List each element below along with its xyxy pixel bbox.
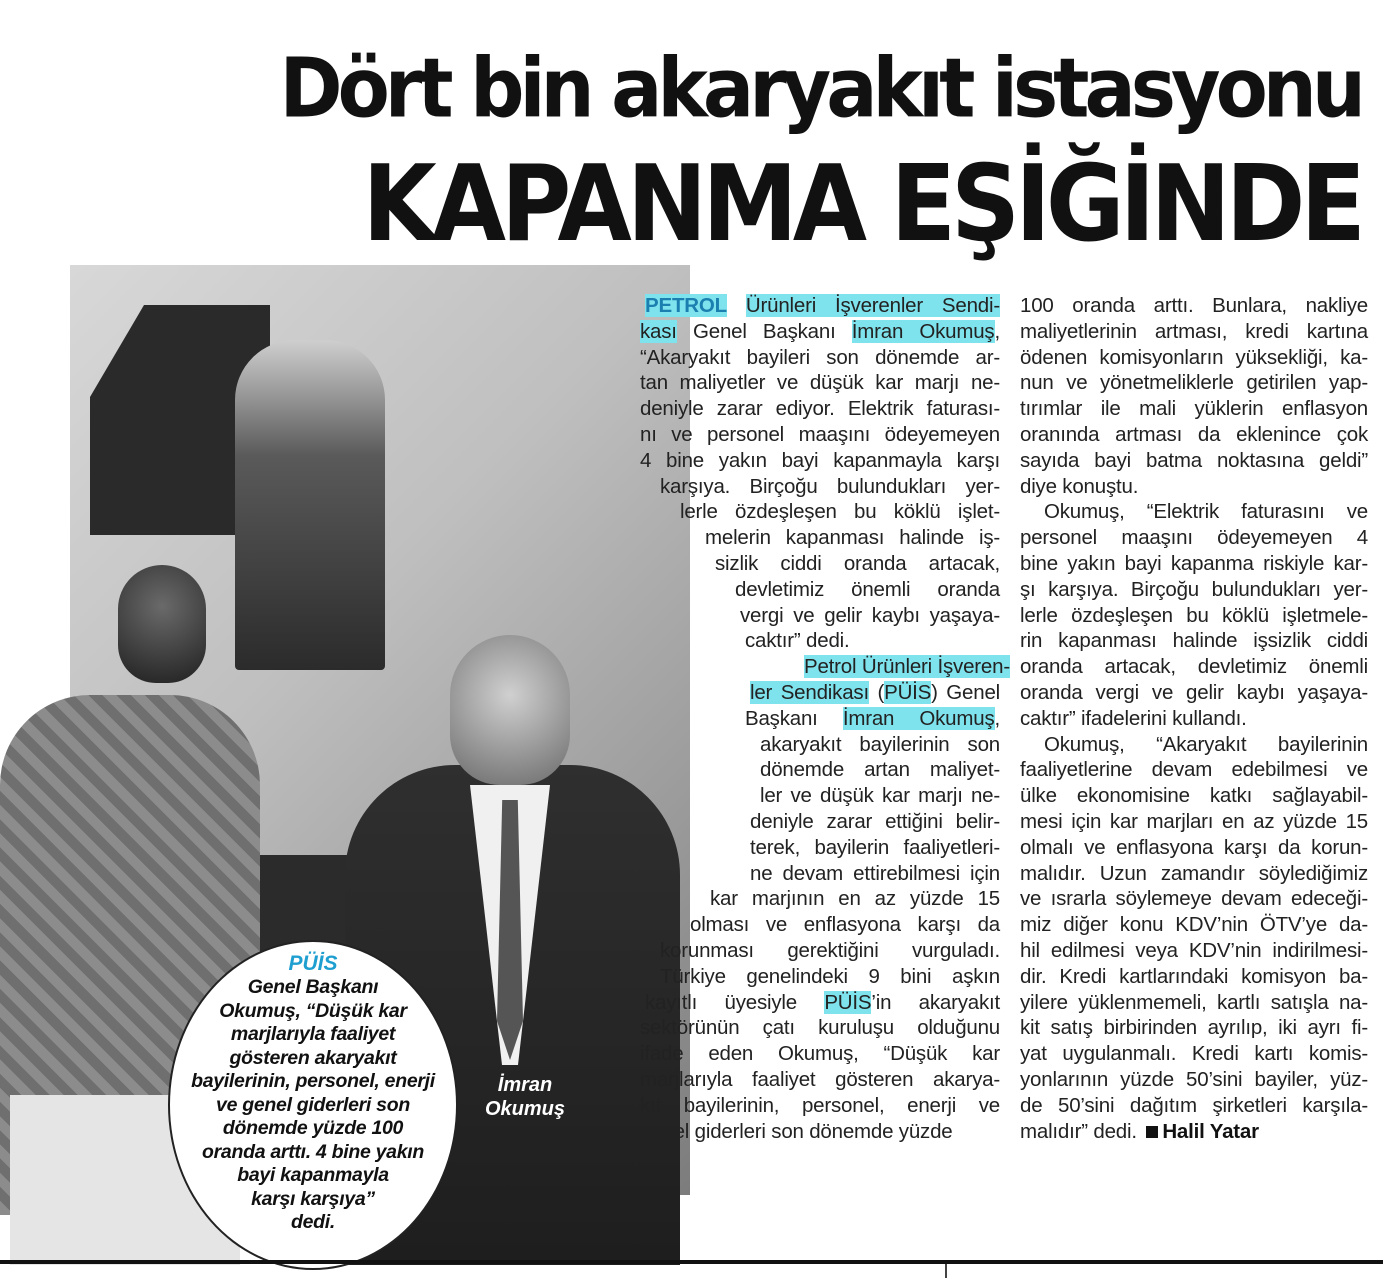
- article-line: oranında artması da eklenince çok: [1020, 422, 1368, 446]
- headline-line-2: KAPANMA EŞİĞİNDE: [362, 142, 1361, 266]
- quote-line: gösteren akaryakıt: [229, 1046, 397, 1069]
- article-line: kar marjının en az yüzde 15: [710, 887, 1000, 911]
- quote-line: bayilerinin, personel, enerji: [191, 1070, 435, 1092]
- article-line: olmalı ve enflasyona karşı da korun-: [1020, 835, 1368, 859]
- headline-line-1: Dört bin akaryakıt istasyonu: [279, 40, 1361, 137]
- article-line: dönemde artan maliyet-: [760, 758, 1000, 782]
- byline: [1142, 1120, 1259, 1143]
- person-left-head: [118, 565, 206, 683]
- pull-quote-label: PÜİS: [288, 952, 338, 975]
- article-line: Türkiye genelindeki 9 bini aşkın: [660, 964, 1000, 988]
- quote-line: dedi.: [290, 1211, 335, 1233]
- article-line: mesi için kar marjları en az yüzde 15: [1020, 809, 1368, 833]
- article-line: 100 oranda arttı. Bunlara, nakliye: [1020, 294, 1368, 317]
- article-line: kası Genel Başkanı İmran Okumuş,: [640, 319, 1000, 343]
- wall-portrait-image: [235, 340, 385, 670]
- article-line: kit satış birbirinden ayrılıp, iki ayrı fi-: [1020, 1016, 1368, 1040]
- article-line: malıdır” dedi. Halil Yatar: [1020, 1119, 1259, 1143]
- article-line: yat uygulanmalı. Kredi kartı komis-: [1020, 1042, 1368, 1066]
- article-line: bine yakın bayi kapanma riskiyle kar-: [1020, 551, 1368, 575]
- article-line: sektörünün çatı kuruluşu olduğunu: [640, 1016, 1000, 1040]
- article-line: akaryakıt bayilerinin son: [760, 732, 1000, 756]
- article-line: nı ve personel maaşını ödeyemeyen: [640, 422, 1000, 446]
- article-line: deniyle zarar ettiğini belir-: [750, 809, 1000, 833]
- article-line: devletimiz önemli oranda: [735, 577, 1000, 601]
- quote-line: marjlarıyla faaliyet: [230, 1023, 396, 1045]
- article-line: yilere yüklenmemeli, kartlı satışla na-: [1020, 990, 1368, 1014]
- article-column-1: [620, 293, 1010, 1144]
- article-line: sayıda bayi batma noktasına geldi”: [1020, 448, 1368, 472]
- caption-line-2: Okumuş: [484, 1098, 566, 1120]
- quote-line: Okumuş, “Düşük kar: [219, 999, 407, 1022]
- article-line: tırımlar ile mali yüklerin enflasyon: [1020, 397, 1368, 421]
- article-line: ülke ekonomisine katkı sağlayabil-: [1020, 784, 1368, 808]
- article-line: ne devam ettirebilmesi için: [750, 861, 1000, 885]
- article-line: ifade eden Okumuş, “Düşük kar: [640, 1042, 1000, 1066]
- article-line: lerle özdeşleşen bu köklü işletmele-: [1020, 603, 1368, 627]
- quote-line: bayi kapanmayla: [237, 1164, 389, 1186]
- article-line: Okumuş, “Akaryakıt bayilerinin: [1044, 732, 1368, 756]
- article-line: yonlarının yüzde 50’sini bayiler, yüz-: [1020, 1067, 1368, 1091]
- article-line: ler ve düşük kar marjı ne-: [760, 784, 1000, 808]
- article-line: 4 bine yakın bayi kapanmayla karşı: [640, 448, 1000, 472]
- article-line: oranda artacak, devletimiz önemli: [1020, 655, 1368, 679]
- article-line: vergi ve gelir kaybı yaşaya-: [740, 603, 1000, 627]
- article-line: şı karşıya. Birçoğu bulundukları yer-: [1020, 577, 1368, 601]
- article-line: diye konuştu.: [1020, 474, 1139, 498]
- article-line: nun ve yönetmeliklerle getirilen yap-: [1020, 371, 1368, 395]
- bullet-icon: [1146, 1126, 1158, 1138]
- quote-line: Genel Başkanı: [247, 976, 379, 998]
- article-line: lerle özdeşleşen bu köklü işlet-: [680, 500, 1000, 524]
- article-line: hil edilmesi veya KDV’nin indirilmesi-: [1020, 938, 1368, 962]
- article-line: Petrol Ürünleri İşveren-: [804, 655, 1010, 679]
- article-line: kıt bayilerinin, personel, enerji ve: [640, 1093, 1000, 1117]
- article-line: caktır” dedi.: [745, 629, 850, 653]
- pull-quote: [168, 940, 458, 1270]
- article-line: karşıya. Birçoğu bulundukları yer-: [660, 474, 1000, 498]
- article-line: caktır” ifadelerini kullandı.: [1020, 706, 1247, 730]
- caption-line-1: İmran: [497, 1074, 553, 1096]
- quote-line: oranda arttı. 4 bine yakın: [202, 1140, 424, 1163]
- article-line: marjlarıyla faaliyet gösteren akarya-: [640, 1067, 1000, 1091]
- article-line: maliyetlerinin artması, kredi kartına: [1020, 319, 1368, 343]
- article-line: terek, bayilerin faaliyetleri-: [750, 835, 1000, 859]
- article-line: “Akaryakıt bayileri son dönemde ar-: [640, 345, 1000, 369]
- article-line: Okumuş, “Elektrik faturasını ve: [1044, 500, 1368, 524]
- article-line: malıdır. Uzun zamandır söylediğimiz: [1020, 861, 1368, 885]
- person-right-head: [450, 635, 570, 785]
- quote-line: karşı karşıya”: [251, 1187, 375, 1210]
- article-line: de 50’sini dağıtım şirketleri karşıla-: [1020, 1093, 1368, 1117]
- bottom-rule: [0, 1260, 1383, 1264]
- article-line: melerin kapanması halinde iş-: [705, 526, 1000, 550]
- article-line: deniyle zarar ediyor. Elektrik faturası-: [640, 397, 1000, 421]
- article-column-2: [1020, 293, 1368, 1144]
- article-line: sizlik ciddi oranda artacak,: [715, 551, 1000, 575]
- article-line: personel maaşını ödeyemeyen 4: [1020, 526, 1368, 550]
- article-line: miz diğer konu KDV’nin ÖTV’ye da-: [1020, 913, 1368, 937]
- quote-line: ve genel giderleri son: [216, 1093, 410, 1116]
- photo-caption: [470, 1073, 580, 1121]
- article-line: ler Sendikası (PÜİS) Genel: [750, 680, 1000, 704]
- pull-quote-text: [188, 976, 438, 1235]
- article-line: olması ve enflasyona karşı da: [690, 913, 1000, 937]
- article-line: rin kapanması halinde işsizlik ciddi: [1020, 629, 1368, 653]
- article-line: PETROL Ürünleri İşverenler Sendi-: [645, 294, 1000, 317]
- article-line: ödenen komisyonların yüksekliği, ka-: [1020, 345, 1368, 369]
- quote-line: dönemde yüzde 100: [222, 1117, 404, 1139]
- article-line: korunması gerektiğini vurguladı.: [660, 938, 1000, 962]
- article-line: kayıtlı üyesiyle PÜİS’in akaryakıt: [645, 990, 1000, 1014]
- article-line: faaliyetlerine devam edebilmesi ve: [1020, 758, 1368, 782]
- article-line: oranda vergi ve gelir kaybı yaşaya-: [1020, 680, 1368, 704]
- article-line: Başkanı İmran Okumuş,: [745, 706, 1000, 730]
- article-line: ve ısrarla söylemeye devam edeceği-: [1020, 887, 1368, 911]
- byline-name: Halil Yatar: [1162, 1119, 1259, 1143]
- article-line: tan maliyetler ve düşük kar marjı ne-: [640, 371, 1000, 395]
- article-line: dir. Kredi kartlarındaki komisyon ba-: [1020, 964, 1368, 988]
- article-line: genel giderleri son dönemde yüzde: [640, 1119, 953, 1143]
- column-tick: [945, 1264, 947, 1278]
